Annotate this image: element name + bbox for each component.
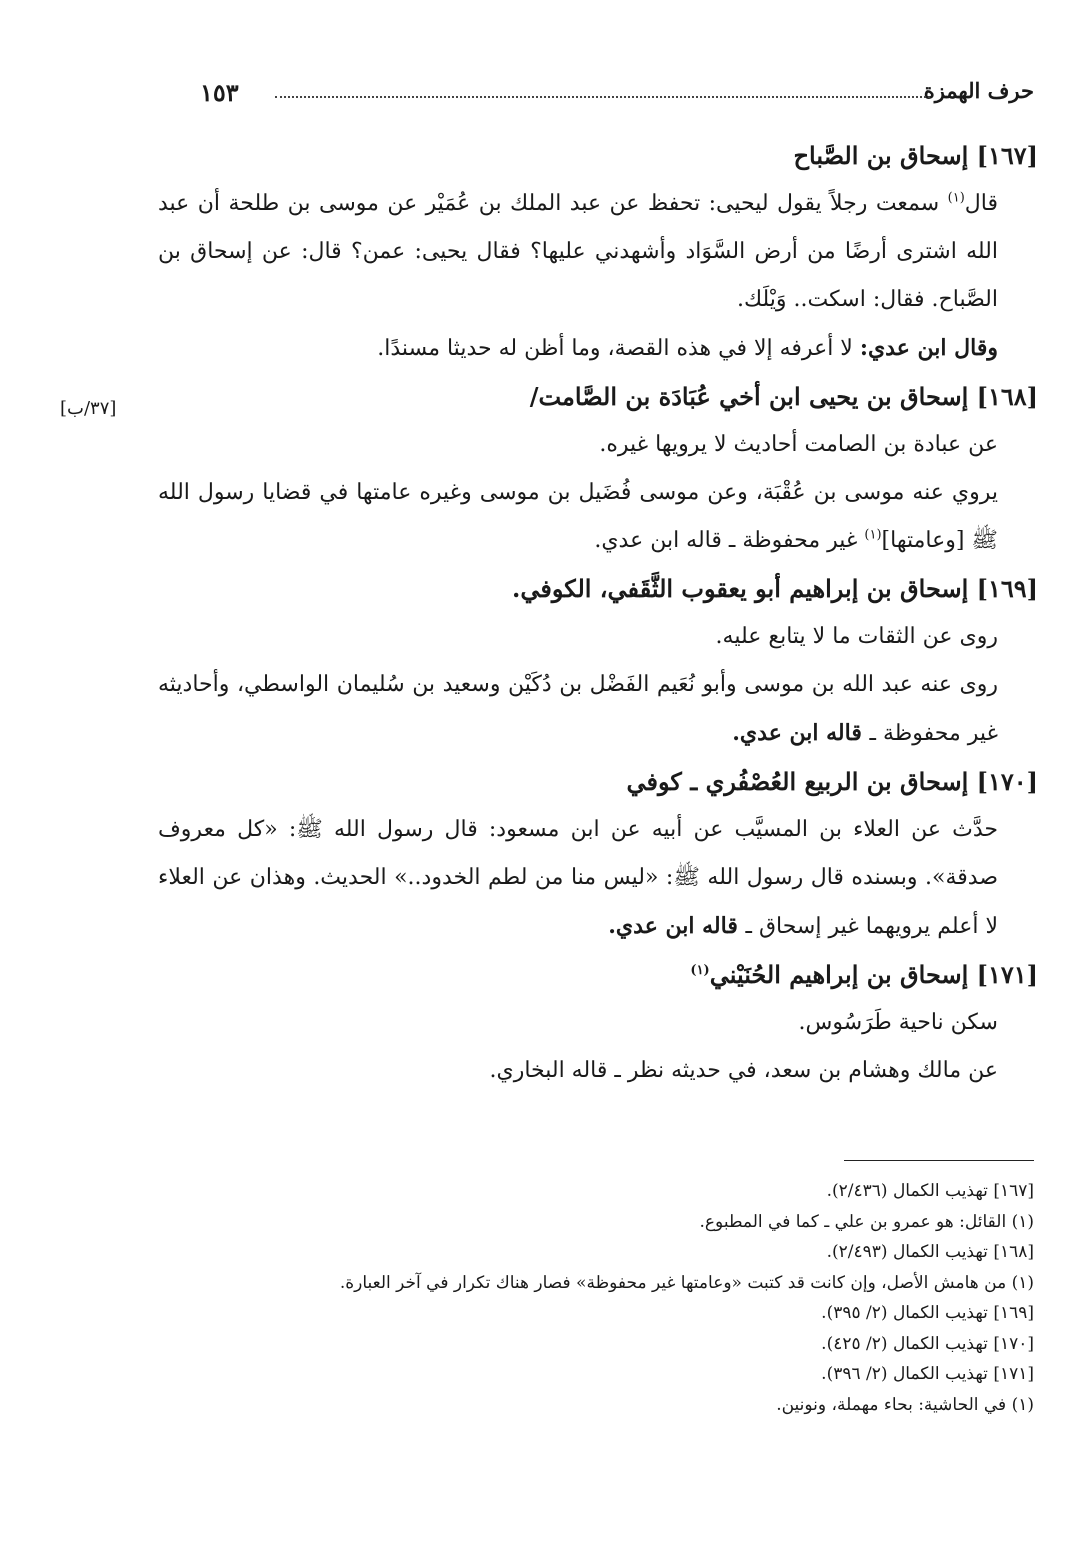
bold-attribution: قاله ابن عدي. (732, 720, 870, 746)
text-run: حدَّث عن العلاء بن المسيَّب عن أبيه عن ابن مسعود: قال رسول الله ﷺ: «كل معروف صدقة». وبسنده قال رسول الله ﷺ: «ليس منا من لطم الخدود..» الحديث. وهذان عن العلاء لا أعلم يرويهما غير إسحاق ـ (158, 817, 999, 939)
entry-170-paragraph-1 (158, 806, 1038, 951)
heading-text: [١٧١] إسحاق بن إبراهيم الحُنَيْني (709, 960, 1038, 989)
entry-heading-167: [١٦٧] إسحاق بن الصَّباح (793, 141, 1038, 170)
entry-heading-170: [١٧٠] إسحاق بن الربيع العُصْفُري ـ كوفي (626, 767, 1038, 796)
footnote-marker: (١) (947, 190, 965, 206)
footnote-marker: (١) (690, 963, 710, 978)
footnote: (١) من هامش الأصل، وإن كانت قد كتبت «وعامتها غير محفوظة» فصار هناك تكرار في آخر العبارة. (339, 1272, 1034, 1293)
entry-167-paragraph-2 (158, 324, 1038, 373)
entry-169-paragraph-1: روى عن الثقات ما لا يتابع عليه. (715, 624, 998, 649)
footnote: [١٦٨] تهذيب الكمال (٢/٤٩٣). (826, 1242, 1034, 1262)
page-number: ١٥٣ (200, 78, 239, 107)
entry-heading-169: [١٦٩] إسحاق بن إبراهيم أبو يعقوب الثَّقَفي، الكوفي. (511, 574, 1038, 603)
entry-heading-171 (158, 951, 1038, 999)
footnote: (١) في الحاشية: بحاء مهملة، ونونين. (776, 1394, 1034, 1415)
text-run: قال (964, 191, 998, 216)
footnote-separator (844, 1160, 1034, 1161)
margin-folio-reference: [٣٧/ب] (60, 398, 117, 419)
footnote: [١٦٩] تهذيب الكمال (٢/ ٣٩٥). (821, 1303, 1034, 1323)
entry-171-paragraph-2: عن مالك وهشام بن سعد، في حديثه نظر ـ قاله البخاري. (489, 1058, 998, 1083)
text-run: لا أعرفه إلا في هذه القصة، وما أظن له حديثا مسندًا. (377, 336, 860, 361)
footnote: [١٧٠] تهذيب الكمال (٢/ ٤٢٥). (821, 1333, 1034, 1354)
bold-attribution: وقال ابن عدي: (859, 335, 998, 361)
main-text (158, 132, 1038, 1095)
entry-171-paragraph-1: سكن ناحية طَرَسُوس. (798, 1010, 998, 1035)
footnote: (١) القائل: هو عمرو بن علي ـ كما في المطبوع. (699, 1211, 1034, 1232)
running-head: حرف الهمزة (923, 78, 1034, 103)
footnote: [١٧١] تهذيب الكمال (٢/ ٣٩٦). (821, 1364, 1034, 1384)
entry-heading-168: [١٦٨] إسحاق بن يحيى ابن أخي عُبَادَة بن الصَّامت/ (529, 382, 1038, 411)
text-run: غير محفوظة ـ قاله ابن عدي. (594, 528, 865, 553)
bold-attribution: قاله ابن عدي. (608, 913, 746, 939)
entry-167-paragraph-1 (158, 180, 1038, 324)
entry-168-paragraph-2 (158, 469, 1038, 565)
entry-168-paragraph-1: عن عبادة بن الصامت أحاديث لا يرويها غيره. (599, 432, 998, 457)
text-run: سمعت رجلاً يقول ليحيى: تحفظ عن عبد الملك بن عُمَيْر عن موسى بن طلحة أن عبد الله اشترى أرضًا من أرض السَّوَاد وأشهدني عليها؟ فقال يحيى: عمن؟ قال: عن إسحاق بن الصَّباح. فقال: اسكت.. وَيْلَك. (158, 191, 998, 312)
header-dotted-rule (275, 96, 930, 98)
text-run: روى عنه عبد الله بن موسى وأبو نُعَيم الفَضْل بن دُكَيْن وسعيد بن سُليمان الواسطي، وأحاديثه غير محفوظة ـ (158, 672, 998, 746)
footnote-marker: (١) (864, 527, 882, 543)
text-run: يروي عنه موسى بن عُقْبَة، وعن موسى فُضَيل بن موسى وغيره عامتها في قضايا رسول الله ﷺ [وعامتها] (158, 480, 998, 553)
entry-169-paragraph-2 (158, 661, 1038, 758)
footnote: [١٦٧] تهذيب الكمال (٢/٤٣٦). (826, 1181, 1034, 1201)
footnotes (154, 1176, 1034, 1420)
